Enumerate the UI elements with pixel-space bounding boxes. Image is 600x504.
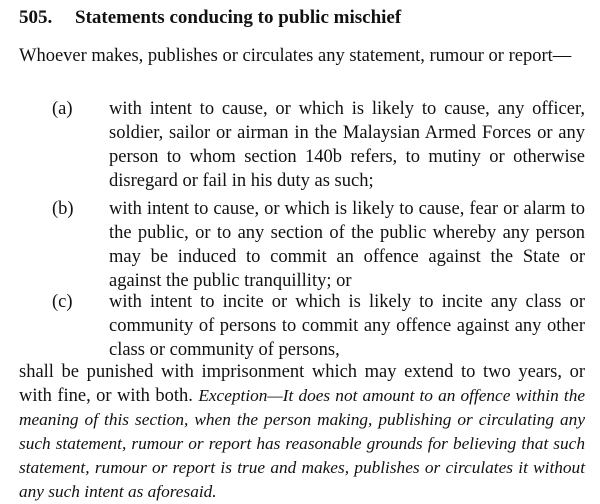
clause-b-text: with intent to cause, or which is likely to cause, fear or alarm to the public, or to any section of the public whereby any person may be induced to commit an offence against the State or against the public tranquillity; or [109,199,585,291]
clause-b-label: (b) [52,199,74,219]
section-number: 505. [19,7,53,28]
clause-a-label: (a) [52,99,73,119]
section-title: Statements conducing to public mischief [75,7,402,28]
section-heading [19,6,401,30]
clause-a-text: with intent to cause, or which is likely to cause, any officer, soldier, sailor or airman in the Malaysian Armed Forces or any person to whom section 140b refers, to mutiny or otherwise disregard or fail in his duty as such; [109,99,585,191]
closing-paragraph [19,360,585,504]
exception-text: Exception—It does not amount to an offence within the meaning of this section, when the person making, publishing or circulating any such statement, rumour or report has reasonable grounds for believing that such statement, rumour or report is true and makes, publishes or circulates it without any such intent as aforesaid. [19,386,586,501]
penalty-text: shall be punished with imprisonment which may extend to two years, or with fine, or with both. [19,362,585,406]
intro-paragraph: Whoever makes, publishes or circulates any statement, rumour or report— [19,46,572,66]
clause-c-text: with intent to incite or which is likely to incite any class or community of persons to commit any offence against any other class or community of persons, [109,292,585,360]
clause-c-label: (c) [52,292,73,312]
